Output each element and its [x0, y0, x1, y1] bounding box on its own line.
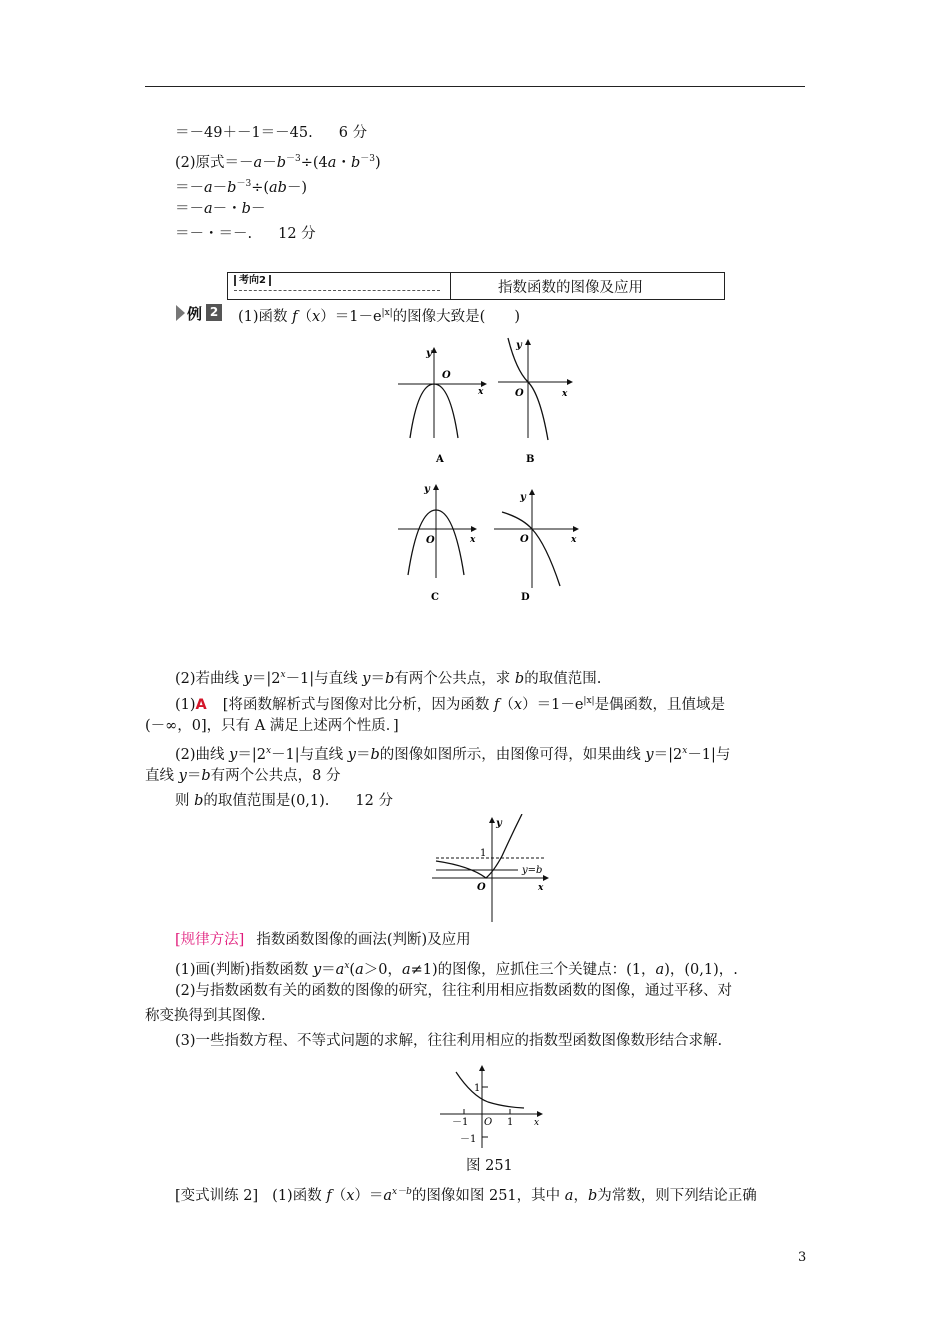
graph-a-y-label: y: [426, 348, 432, 359]
graph-option-d: [494, 490, 578, 603]
answer-1-line-2: (－∞，0]，只有 A 满足上述两个性质．]: [145, 718, 399, 734]
section-tag: 考向2: [234, 275, 271, 286]
page-number: 3: [798, 1250, 807, 1265]
calc-line-1: ＝－49＋－1＝－45. 6 分: [175, 125, 368, 141]
method-tag: [规律方法]: [175, 932, 245, 948]
calc-line-5: ＝－・＝－. 12 分: [175, 226, 316, 242]
answer-1-line-1: (1)A [将函数解析式与图像对比分析，因为函数 $f(x)=1-e^{|x|}$是偶函数，且值域是: [175, 696, 726, 713]
method-point-1: (1)画(判断)指数函数 $y=a^x(a>0$，a≠1)的图像，应抓住三个关键点：(1，a)，(0,1)，.: [175, 961, 738, 978]
graph-d-label: D: [521, 592, 530, 603]
answer-choice: A: [195, 697, 207, 713]
fig-x-label: x: [534, 1118, 540, 1128]
variant-training: [变式训练 2] (1)函数 $f(x)=a^{x-b}$的图像如图 251，其中 a，b为常数，则下列结论正确: [175, 1187, 757, 1204]
graph-d-origin: O: [520, 534, 529, 545]
section-tag-area: [228, 273, 451, 299]
calc-line-4: ＝－a－・b－: [175, 201, 266, 217]
header-rule: [145, 86, 805, 87]
variant-tag: [变式训练 2]: [175, 1188, 259, 1204]
graph-b-origin: O: [515, 388, 524, 399]
graph2-yb-label: y=b: [522, 865, 543, 876]
graph-b-y-label: y: [516, 340, 522, 351]
graph-option-b: [498, 338, 572, 465]
section-header-box: [227, 272, 725, 300]
graph-c-x-label: x: [470, 535, 476, 545]
fig-origin: O: [484, 1117, 493, 1128]
graph-c-y-label: y: [424, 484, 430, 495]
graph-b-label: B: [526, 454, 535, 465]
figure-251: [438, 1062, 548, 1150]
graph-c-origin: O: [426, 535, 435, 546]
graph2-one-label: 1: [480, 848, 487, 859]
graph-a-x-label: x: [478, 387, 484, 397]
question-1: (1)函数 $f(x)=1-e^{|x|}$的图像大致是( ): [238, 308, 520, 325]
section-title: 指数函数的图像及应用: [498, 280, 643, 296]
answer-2-line-2: 直线 y＝b有两个公共点，8 分: [145, 768, 341, 784]
fig-neg1-x-label: －1: [452, 1117, 469, 1128]
fig-neg1-y-label: －1: [460, 1134, 477, 1145]
graph-d-x-label: x: [571, 535, 577, 545]
graph-option-c: [398, 484, 476, 603]
graph2-x-label: x: [538, 883, 544, 893]
example-arrow-icon: [176, 305, 185, 321]
method-point-2-line-2: 称变换得到其图像.: [145, 1008, 266, 1024]
graph2-y-label: y: [496, 818, 502, 829]
graph2-origin: O: [477, 882, 486, 893]
graph-c-label: C: [431, 592, 439, 603]
answer-2-line-3: 则 b的取值范围是(0,1). 12 分: [175, 793, 393, 809]
question-2: (2)若曲线 $y=|2^x-1|$与直线 y＝b有两个公共点，求 b的取值范围.: [175, 670, 602, 687]
example-label: 例 2: [176, 303, 226, 323]
section-tag-dashes: [234, 290, 440, 291]
graph-a-label: A: [436, 454, 444, 465]
graph-a-origin: O: [442, 370, 451, 381]
answer-2-line-1: (2)曲线 $y=|2^x-1|$与直线 y＝b的图像如图所示，由图像可得，如果曲线 $y=|2^x-1|$与: [175, 746, 731, 763]
method-heading: [175, 930, 471, 950]
graph-option-a: [398, 348, 486, 465]
abs-exp-graph: [430, 814, 555, 924]
figure-caption: 图 251: [466, 1158, 513, 1174]
method-point-3: (3)一些指数方程、不等式问题的求解，往往利用相应的指数型函数图像数形结合求解.: [175, 1033, 723, 1049]
method-point-2-line-1: (2)与指数函数有关的函数的图像的研究，往往利用相应指数函数的图像，通过平移、对: [175, 983, 733, 999]
fig-one-x-label: 1: [507, 1117, 514, 1128]
graph-d-y-label: y: [520, 492, 526, 503]
calc-line-2: (2)原式$=-a-b^{-3}\div(4a$・$b^{-3}$): [175, 154, 381, 171]
calc-line-3: $=-a-b^{-3}\div(ab-)$: [175, 179, 308, 196]
graph-b-x-label: x: [562, 389, 568, 399]
option-graphs: [390, 330, 590, 610]
method-title: 指数函数图像的画法(判断)及应用: [256, 932, 471, 948]
fig-one-label: 1: [474, 1083, 481, 1094]
